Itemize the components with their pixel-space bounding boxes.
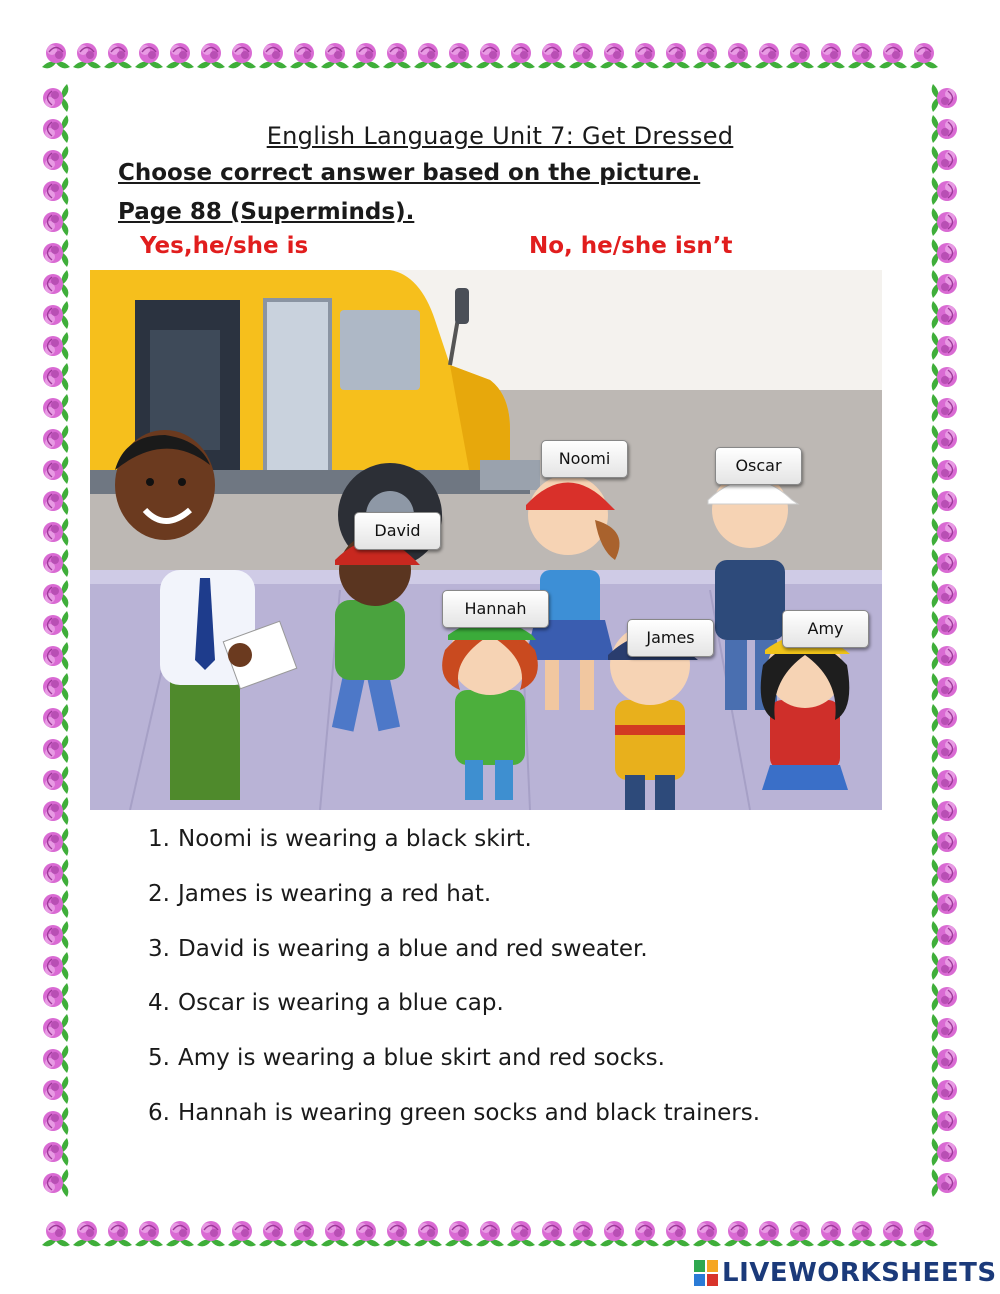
answer-option-yes[interactable]: Yes,he/she is (140, 233, 309, 259)
question-number: 1. (148, 826, 170, 852)
liveworksheets-logo-text: LIVEWORKSHEETS (722, 1258, 997, 1288)
flower-border-icon (37, 1163, 77, 1203)
question-text: Hannah is wearing green socks and black trainers. (178, 1100, 761, 1126)
name-tag-noomi: Noomi (541, 440, 628, 478)
question-item (148, 990, 504, 1016)
name-tag-oscar: Oscar (715, 447, 802, 485)
question-text: Noomi is wearing a black skirt. (178, 826, 532, 852)
question-number: 4. (148, 990, 170, 1016)
liveworksheets-logo[interactable] (694, 1258, 997, 1288)
name-tag-david: David (354, 512, 441, 550)
question-number: 3. (148, 936, 170, 962)
question-text: David is wearing a blue and red sweater. (178, 936, 648, 962)
floral-border-bottom (36, 1214, 964, 1256)
worksheet-title: English Language Unit 7: Get Dressed (266, 122, 734, 150)
name-tag-amy: Amy (782, 610, 869, 648)
flower-border-icon (904, 37, 944, 77)
name-tag-hannah: Hannah (442, 590, 549, 628)
question-item (148, 936, 648, 962)
question-item (148, 1100, 760, 1126)
question-item (148, 826, 532, 852)
page-reference: Page 88 (Superminds). (118, 199, 415, 225)
question-number: 5. (148, 1045, 170, 1071)
floral-border-left (36, 78, 78, 1214)
floral-border-top (36, 36, 964, 78)
question-text: James is wearing a red hat. (178, 881, 492, 907)
question-text: Amy is wearing a blue skirt and red socks. (178, 1045, 665, 1071)
liveworksheets-logo-icon (694, 1260, 718, 1286)
question-item (148, 1045, 665, 1071)
instruction-text: Choose correct answer based on the picture. (118, 160, 701, 186)
scene-picture (90, 270, 882, 810)
question-item (148, 881, 491, 907)
floral-border-right (922, 78, 964, 1214)
flower-border-icon (904, 1215, 944, 1255)
name-tag-james: James (627, 619, 714, 657)
question-number: 6. (148, 1100, 170, 1126)
scene-illustration (90, 270, 882, 810)
answer-option-no: No, he/she isn’t (529, 233, 733, 259)
flower-border-icon (923, 1163, 963, 1203)
question-number: 2. (148, 881, 170, 907)
question-text: Oscar is wearing a blue cap. (178, 990, 504, 1016)
